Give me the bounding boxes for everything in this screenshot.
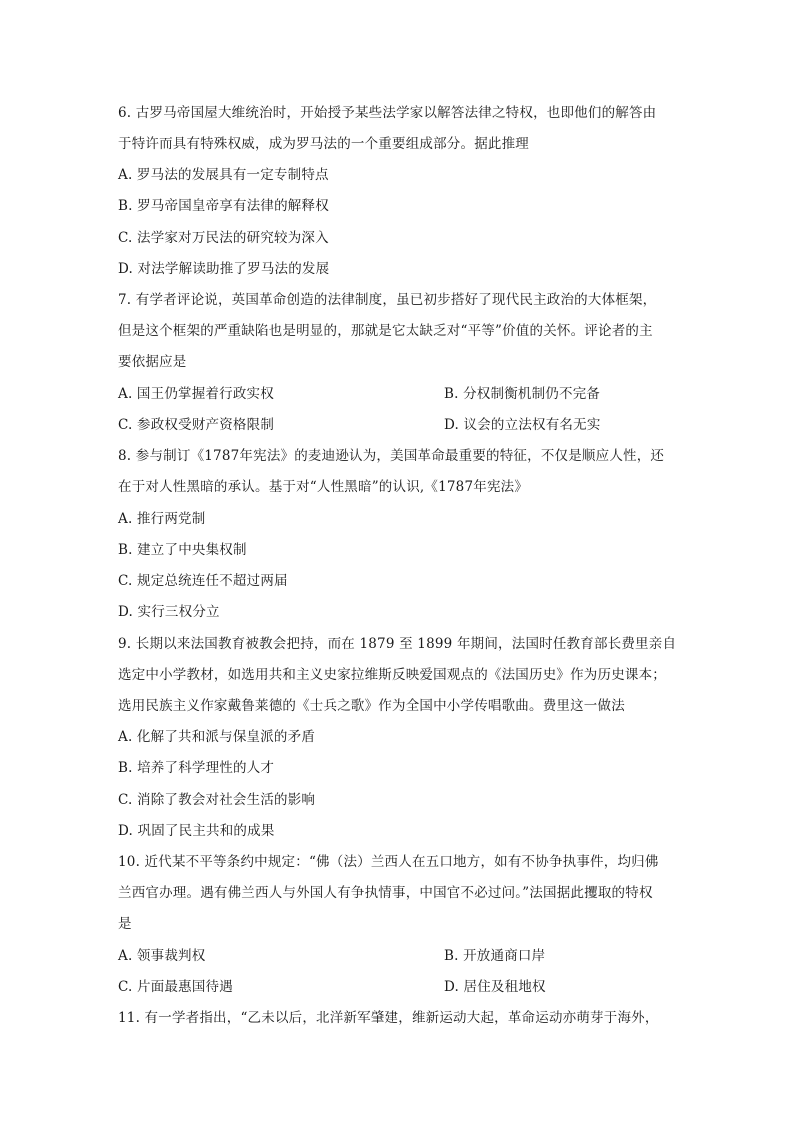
q6-option-a: A. 罗马法的发展具有一定专制特点 [118,167,329,183]
q9-option-c: C. 消除了教会对社会生活的影响 [118,792,316,808]
q8-stem-line-1: 8. 参与制订《1787年宪法》的麦迪逊认为，美国革命最重要的特征，不仅是顺应人性，还 [118,448,665,464]
q7-stem-line-1: 7. 有学者评论说，英国革命创造的法律制度，虽已初步搭好了现代民主政治的大体框架， [118,292,657,308]
q9-option-d: D. 巩固了民主共和的成果 [118,823,275,839]
q6-option-d: D. 对法学解读助推了罗马法的发展 [118,261,330,277]
q7-option-c: C. 参政权受财产资格限制 [118,417,275,433]
q8-option-d: D. 实行三权分立 [118,604,220,620]
q6-option-c: C. 法学家对万民法的研究较为深入 [118,230,329,246]
q10-option-d: D. 居住及租地权 [444,979,546,995]
q8-option-c: C. 规定总统连任不超过两届 [118,573,288,589]
q9-option-b: B. 培养了科学理性的人才 [118,760,275,776]
q11-stem-line-1: 11. 有一学者指出，“乙未以后，北洋新军肇建，维新运动大起，革命运动亦萌芽于海外， [118,1010,659,1026]
q10-stem-line-1: 10. 近代某不平等条约中规定：“佛（法）兰西人在五口地方，如有不协争执事件，均归佛 [118,854,659,870]
q7-option-b: B. 分权制衡机制仍不完备 [444,386,601,402]
q10-stem-line-2: 兰西官办理。遇有佛兰西人与外国人有争执情事，中国官不必过问。”法国据此攫取的特权 [118,885,653,901]
q9-stem-line-3: 选用民族主义作家戴鲁莱德的《士兵之歌》作为全国中小学传唱歌曲。费里这一做法 [118,698,625,714]
q7-stem-line-3: 要依据应是 [118,354,187,370]
q10-stem-line-3: 是 [118,916,132,932]
q9-stem-line-1: 9. 长期以来法国教育被教会把持，而在 1879 至 1899 年期间，法国时任教育部长费里亲自 [118,636,677,652]
q7-option-a: A. 国王仍掌握着行政实权 [118,386,274,402]
q9-option-a: A. 化解了共和派与保皇派的矛盾 [118,729,316,745]
q7-stem-line-2: 但是这个框架的严重缺陷也是明显的，那就是它太缺乏对“平等”价值的关怀。评论者的主 [118,323,653,339]
q10-option-a: A. 领事裁判权 [118,948,206,964]
q6-stem-line-1: 6. 古罗马帝国屋大维统治时，开始授予某些法学家以解答法律之特权，也即他们的解答由 [118,105,657,121]
q6-stem-line-2: 于特许而具有特殊权威，成为罗马法的一个重要组成部分。据此推理 [118,136,529,152]
q8-option-b: B. 建立了中央集权制 [118,542,247,558]
q8-stem-line-2: 在于对人性黑暗的承认。基于对“人性黑暗”的认识,《1787年宪法》 [118,479,529,495]
q8-option-a: A. 推行两党制 [118,511,206,527]
q9-stem-line-2: 选定中小学教材，如选用共和主义史家拉维斯反映爱国观点的《法国历史》作为历史课本； [118,667,666,683]
q7-option-d: D. 议会的立法权有名无实 [444,417,601,433]
q10-option-b: B. 开放通商口岸 [444,948,546,964]
q10-option-c: C. 片面最惠国待遇 [118,979,233,995]
q6-option-b: B. 罗马帝国皇帝享有法律的解释权 [118,198,329,214]
